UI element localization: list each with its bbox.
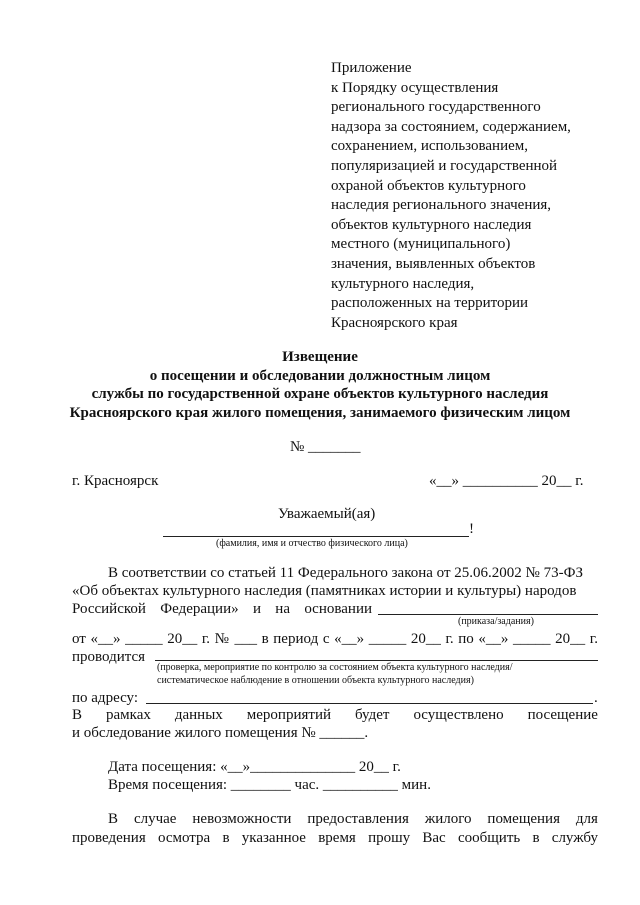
word: невозможности	[192, 811, 292, 827]
word: в	[222, 830, 230, 846]
paragraph-1-line-1: В соответствии со статьей 11 Федерального закона от 25.06.2002 № 73-ФЗ	[108, 565, 583, 581]
appendix-line: значения, выявленных объектов	[331, 255, 536, 272]
notice-number[interactable]: № _______	[290, 439, 361, 455]
appendix-line: расположенных на территории	[331, 295, 529, 312]
paragraph-2-line-1	[72, 706, 598, 724]
notice-title: Извещение	[282, 349, 358, 365]
appendix-line: Приложение	[331, 60, 412, 76]
appendix-line: сохранением, использованием,	[331, 138, 529, 155]
word: жилого	[424, 811, 472, 827]
period-line[interactable]: от «__» _____ 20__ г. № ___ в период с «__» _____ 20__ г. по «__» _____ 20__ г.	[72, 631, 598, 647]
date-field[interactable]: «__» __________ 20__ г.	[429, 473, 584, 489]
visit-date-field[interactable]: Дата посещения: «__»______________ 20__ г.	[108, 759, 401, 775]
word: службу	[551, 830, 598, 846]
word: и	[252, 601, 261, 617]
visit-time-field[interactable]: Время посещения: ________ час. __________ мин.	[108, 777, 431, 793]
notice-subtitle-2: службы по государственной охране объектов культурного наследия	[91, 386, 549, 402]
appendix-line: охраной объектов культурного	[331, 177, 526, 194]
word: предоставления	[307, 811, 409, 827]
word: Вас	[422, 830, 446, 846]
word: сообщить	[457, 830, 521, 846]
conducted-label: проводится	[72, 649, 146, 665]
paragraph-2-line-2[interactable]: и обследование жилого помещения № ______.	[72, 725, 369, 741]
word: В	[108, 811, 119, 827]
paragraph-3-line-2	[72, 829, 598, 847]
word: Федерации»	[160, 601, 239, 617]
paragraph-1-line-2: «Об объектах культурного наследия (памятниках истории и культуры) народов	[72, 583, 577, 599]
word: время	[318, 830, 356, 846]
word: рамках	[106, 707, 151, 723]
word: на	[275, 601, 290, 617]
word: Российской	[72, 601, 146, 617]
notice-subtitle-1: о посещении и обследовании должностным лицом	[149, 368, 491, 384]
appendix-line: регионального государственного	[331, 99, 541, 116]
appendix-line: популяризацией и государственной	[331, 157, 558, 174]
paragraph-3-line-1	[108, 810, 598, 828]
word: посещение	[527, 707, 598, 723]
appendix-line: объектов культурного наследия	[331, 216, 532, 233]
paragraph-1-line-3	[72, 600, 372, 618]
salutation-exclamation: !	[469, 521, 474, 537]
word: данных	[174, 707, 223, 723]
order-basis-caption: (приказа/задания)	[458, 616, 534, 627]
order-basis-field[interactable]	[378, 614, 598, 615]
recipient-name-field[interactable]	[163, 536, 469, 537]
appendix-line: культурного наследия,	[331, 275, 475, 292]
word: В	[72, 707, 83, 723]
notice-subtitle-3: Красноярского края жилого помещения, занимаемого физическим лицом	[69, 405, 571, 421]
appendix-line: надзора за состоянием, содержанием,	[331, 118, 571, 135]
word: проведения	[72, 830, 146, 846]
city-label: г. Красноярск	[72, 473, 159, 489]
word: в	[532, 830, 540, 846]
event-type-caption-1: (проверка, мероприятие по контролю за состоянием объекта культурного наследия/	[157, 662, 513, 673]
appendix-block	[331, 59, 571, 333]
word: прошу	[368, 830, 411, 846]
address-label: по адресу:	[72, 690, 139, 706]
salutation-label: Уважаемый(ая)	[278, 506, 376, 522]
word: основании	[304, 601, 372, 617]
word: осмотра	[157, 830, 211, 846]
word: случае	[133, 811, 177, 827]
word: указанное	[241, 830, 306, 846]
appendix-line: Красноярского края	[331, 314, 458, 331]
word: будет	[354, 707, 390, 723]
address-end: .	[594, 690, 598, 706]
word: помещения	[487, 811, 560, 827]
appendix-line: местного (муниципального)	[331, 236, 511, 253]
appendix-line: к Порядку осуществления	[331, 79, 499, 96]
appendix-line: наследия регионального значения,	[331, 197, 552, 214]
word: осуществлено	[413, 707, 504, 723]
recipient-name-caption: (фамилия, имя и отчество физического лица)	[216, 538, 408, 549]
address-field[interactable]	[146, 703, 593, 704]
word: для	[575, 811, 598, 827]
event-type-caption-2: систематическое наблюдение в отношении объекта культурного наследия)	[157, 675, 474, 686]
event-type-field[interactable]	[155, 660, 598, 661]
word: мероприятий	[246, 707, 331, 723]
